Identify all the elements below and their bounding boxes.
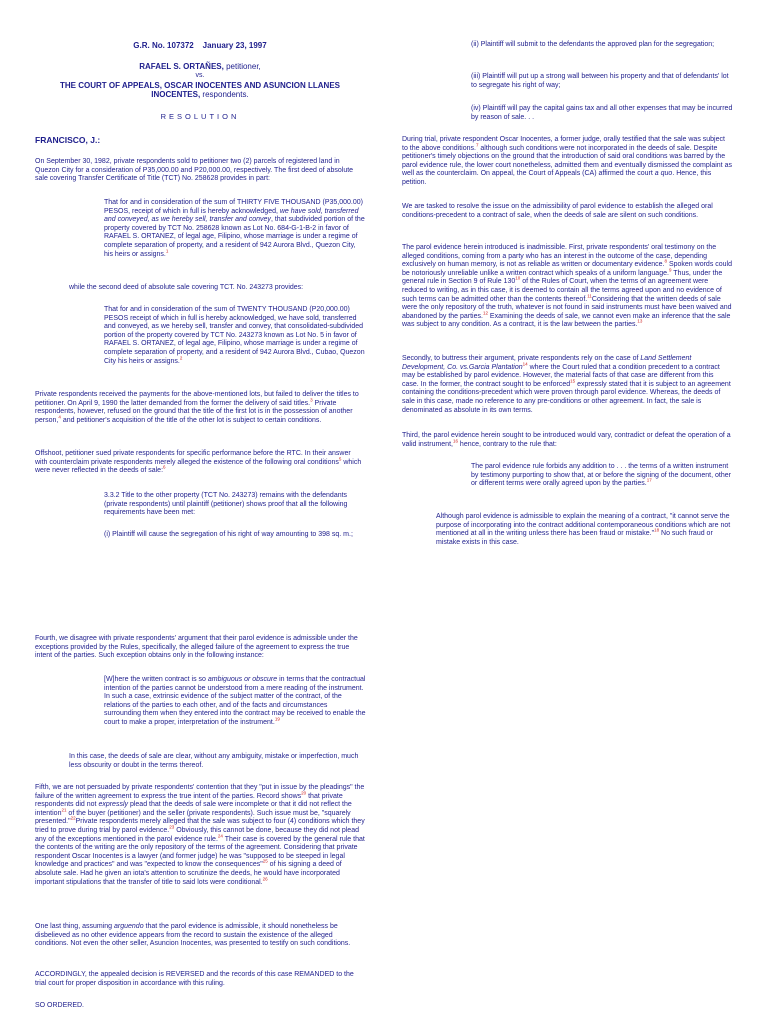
paragraph-inadmissible: [402, 244, 732, 330]
paragraph-payments: [35, 391, 365, 425]
paragraph-deeds-clear: In this case, the deeds of sale are clear, without any ambiguity, mistake or imperfection, much less obscurity or doubt in the terms thereof.: [69, 753, 359, 769]
text: that private respondents did not: [35, 792, 343, 809]
text: where the Court ruled that a condition precedent to a contract may be established by parol evidence. However, the material facts of that case are different from this case. In the former, the contract sought to be enforced: [402, 363, 720, 388]
text: . Hence, this petition.: [402, 170, 712, 186]
footnote-ref[interactable]: 17: [646, 477, 652, 483]
text: hence, contrary to the rule that:: [457, 440, 557, 448]
text: and petitioner's acquisition of the title of the other lot is subject to certain conditions.: [60, 416, 322, 424]
text: Private respondents, however, refused on the ground that the title of the first lot is in the possession of another person,: [35, 399, 353, 424]
quote-text: in terms that the contractual intention of the parties cannot be understood from a mere reading of the instrument. In such a case, extrinsic evidence of the subject matter of the contract, of the relations of the parties to each other, and of the facts and circumstances surrounding them when they entered into the contract may be received to enable the court to make a proper, interpretation of the instrument.: [104, 676, 366, 726]
quote-condition-iii: (iii) Plaintiff will put up a strong wall between his property and that of defendants' lot to segregate his right of way;: [471, 73, 729, 89]
paragraph-explain-meaning: [436, 513, 733, 547]
text: Fifth, we are not persuaded by private respondents' contention that they "put in issue by the pleadings" the failure of the written agreement to express the true intent of the parties. Record shows: [35, 784, 365, 800]
quote-second-deed: [104, 306, 366, 366]
footnote-ref[interactable]: 13: [637, 319, 643, 325]
resolution-heading: RESOLUTION: [160, 112, 240, 121]
quote-italic: we have sold, transferred and conveyed, as we hereby sell, transfer and convey: [104, 207, 359, 224]
text: of the Rules of Court, when the terms of an agreement were reduced to writing, as in this case, it is deemed to contain all the terms agreed upon and no evidence of such terms can be admitted other than the contents thereof.: [402, 278, 722, 303]
footnote-ref[interactable]: 9: [668, 267, 672, 273]
paragraph-trial: [402, 136, 732, 188]
text: Their case is covered by the general rule that the contents of the writing are the only repository of the terms of the agreement. Considering that private respondent Oscar Inocentes is a lawyer (and former judge) he was "supposed to be steeped in legal knowledge and practices" and was "expected to know the consequences": [35, 835, 365, 869]
respondents-line2: INOCENTES,: [151, 90, 201, 99]
footnote-ref[interactable]: 15: [570, 378, 576, 384]
quote-text: That for and in consideration of the sum of TWENTY THOUSAND (P20,000.00) PESOS receipt of which in full is hereby acknowledged, we have sold, transferred and conveyed, as we hereby sell, transfer and convey, that consolidated-subdivided portion of the property covered by TCT No. 243273 known as Lot No. 5 in favor of RAFAEL S. ORTANEZ, of legal age, Filipino, whose marriage is under a regime of complete separation of property, and a resident of 942 Aurora Blvd., Cubao, Quezon City his heirs or assigns.: [104, 306, 365, 365]
footnote-ref[interactable]: 14: [522, 361, 528, 367]
footnote-ref[interactable]: 26: [262, 876, 268, 882]
paragraph-arguendo: [35, 923, 365, 949]
text-italic: arguendo: [114, 923, 144, 930]
quote-parol-rule: [471, 463, 733, 489]
text: Offshoot, petitioner sued private respondents for specific performance before the RTC. In their answer with counterclaim private respondents merely alleged the existence of the following oral conditions: [35, 450, 351, 466]
footnote-ref[interactable]: 6: [163, 464, 166, 470]
text: Although parol evidence is admissible to explain the meaning of a contract, "it cannot serve the purpose of incorporating into the contract additional contemporaneous conditions which are not mentioned at all in the writing unless there has been fraud or mistake.": [436, 513, 731, 538]
quote-condition-iv: (iv) Plaintiff will pay the capital gains tax and all other expenses that may be incurred by reason of sale. . .: [471, 105, 733, 121]
footnote-ref[interactable]: 18: [654, 527, 660, 533]
text: Secondly, to buttress their argument, private respondents rely on the case of: [402, 355, 641, 362]
text: which were never reflected in the deeds of sale:: [35, 458, 362, 475]
paragraph-second-deed: while the second deed of absolute sale covering TCT. No. 243273 provides:: [69, 284, 304, 291]
quote-title-condition: 3.3.2 Title to the other property (TCT No. 243273) remains with the defendants (private respondents) until plaintiff (petitioner) shows proof that all the following requirements have been met:: [104, 492, 348, 517]
petitioner-name: RAFAEL S. ORTAÑES,: [139, 62, 224, 71]
paragraph-offshoot: [35, 450, 365, 476]
footnote-ref[interactable]: 22: [70, 816, 76, 822]
text: The parol evidence herein introduced is inadmissible. First, private respondents' oral testimony on the alleged conditions, coming from a party who has an interest in the outcome of the case, depending exclusively on human memory, is not as reliable as written or documentary evidence.: [402, 244, 717, 269]
case-date: January 23, 1997: [202, 41, 267, 50]
footnote-ref[interactable]: 8: [664, 258, 668, 264]
quote-condition-ii: (ii) Plaintiff will submit to the defendants the approved plan for the segregation;: [471, 41, 715, 48]
text: Considering that the written deeds of sale were the only repository of the truth, whatever is not found in said instruments must have been waived and abandoned by the parties.: [402, 295, 732, 320]
paragraph-issue: We are tasked to resolve the issue on the admissibility of parol evidence to establish the alleged oral conditions-precedent to a contract of sale, when the deeds of sale are silent on such conditions.: [402, 203, 713, 219]
text: One last thing, assuming: [35, 923, 114, 930]
text-italic: a quo: [654, 170, 673, 178]
text: that the parol evidence is admissible, it should nonetheless be disbelieved as no other evidence appears from the record to sustain the existence of the alleged conditions. Not even the other seller, Asuncion Inocentes, was presented to testify on such conditions.: [35, 923, 351, 948]
quote-text: , that subdivided portion of the property covered by TCT No. 258628 known as Lot No. 684-G-1-B-2 in favor of RAFAEL S. ORTANEZ, of legal age, Filipino, whose marriage is under a regime of complete separation of property, and a resident of 942 Aurora Blvd., Quezon City, his heirs or assigns.: [104, 216, 365, 258]
footnote-ref[interactable]: 12: [482, 310, 488, 316]
petitioner-role: petitioner,: [223, 62, 261, 71]
text: of the buyer (petitioner) and the seller (private respondents). Such issue must be, "squarely presented.": [35, 809, 351, 826]
paragraph-secondly: [402, 355, 732, 415]
footnote-ref[interactable]: 11: [587, 293, 592, 299]
quote-text: [W]here the written contract is so: [104, 676, 208, 683]
footnote-ref[interactable]: 2: [179, 355, 183, 361]
text: Private respondents received the payments for the above-mentioned lots, but failed to deliver the titles to petitioner. On April 9, 1990 the latter demanded from the former the delivery of said titles.: [35, 391, 359, 407]
quote-first-deed: [104, 199, 366, 259]
text: Thus, under the general rule in Section 9 of Rule 130: [402, 269, 723, 286]
text: Third, the parol evidence herein sought to be introduced would vary, contradict or defeat the operation of a valid instrument,: [402, 432, 731, 448]
footnote-ref[interactable]: 10: [515, 276, 521, 282]
footnote-ref[interactable]: 7: [475, 142, 479, 148]
text: plead that the deeds of sale were incomplete or that it did not reflect the intention: [35, 801, 352, 817]
footnote-ref[interactable]: 19: [274, 716, 280, 722]
quote-italic: ambiguous or obscure: [207, 676, 278, 683]
footnote-ref[interactable]: 4: [58, 414, 61, 420]
text: Examining the deeds of sale, we cannot even make an inference that the sale was subject to any condition. As a contract, it is the law between the parties.: [402, 312, 731, 329]
text: Obviously, this cannot be done, because they did not plead any of the exceptions mentioned in the parol evidence rule.: [35, 826, 359, 843]
so-ordered: SO ORDERED.: [35, 1002, 85, 1009]
case-number: G.R. No. 107372: [133, 41, 194, 50]
footnote-ref[interactable]: 1: [165, 248, 169, 254]
quote-ambiguous: [104, 676, 366, 728]
case-header: [35, 41, 365, 50]
ponente: FRANCISCO, J.:: [35, 135, 101, 145]
respondents-block: [35, 81, 365, 99]
quote-condition-i: (i) Plaintiff will cause the segregation of his right of way amounting to 398 sq. m.;: [104, 531, 353, 538]
text: expressly stated that it is subject to an agreement containing the conditions-precedent which were proven through parol evidence. Whereas, the deeds of sale in this case, made no reference to any pre-conditions or other agreement. In fact, the sale is denominated as absolute in its own terms.: [402, 380, 731, 414]
footnote-ref[interactable]: 23: [169, 824, 175, 830]
respondents-line1: THE COURT OF APPEALS, OSCAR INOCENTES AND ASUNCION LLANES: [59, 81, 340, 90]
petitioner-line: [35, 62, 365, 71]
paragraph-third: [402, 432, 732, 449]
footnote-ref[interactable]: 25: [262, 859, 268, 865]
text: although such conditions were not incorporated in the deeds of sale. Despite petitioner's timely objections on the ground that the introduction of said oral conditions was barred by the parol evidence rule, the lower court nonetheless, admitted them and eventually dismissed the complaint as well as the counterclaim. On appeal, the Court of Appeals (CA) affirmed the court: [402, 144, 732, 178]
paragraph-accordingly: ACCORDINGLY, the appealed decision is REVERSED and the records of this case REMANDED to the trial court for proper disposition in accordance with this ruling.: [35, 971, 354, 987]
quote-text: That for and in consideration of the sum of THIRTY FIVE THOUSAND (P35,000.00) PESOS, receipt of which in full is hereby acknowledged,: [104, 199, 363, 215]
paragraph-fifth: [35, 784, 365, 887]
paragraph-fourth: Fourth, we disagree with private respondents' argument that their parol evidence is admissible under the exceptions provided by the Rules, specifically, the alleged failure of the agreement to express the true intent of the parties. Such exception obtains only in the following instance:: [35, 635, 358, 660]
versus: vs.: [195, 72, 205, 79]
footnote-ref[interactable]: 24: [217, 833, 223, 839]
case-citation: Land Settlement Development, Co. vs.Garcia Plantation: [402, 355, 692, 371]
respondents-role: respondents.: [200, 90, 249, 99]
text: Private respondents merely alleged that the sale was subject to four (4) conditions which they tried to prove during trial by parol evidence.: [35, 818, 365, 834]
text-italic: expressly: [98, 801, 129, 809]
footnote-ref[interactable]: 21: [61, 807, 67, 813]
paragraph-facts: On September 30, 1982, private respondents sold to petitioner two (2) parcels of registered land in Quezon City for a consideration of P35,000.00 and P20,000.00, respectively. The first deed of absolute sale covering Transfer Certificate of Title (TCT) No. 258628 provides in part:: [35, 158, 354, 183]
footnote-ref[interactable]: 16: [452, 438, 458, 444]
text: of his signing a deed of absolute sale. Had he given an iota's attention to scrutinize the deeds, he would have incorporated important stipulations that the transfer of title to said lots were conditional.: [35, 861, 342, 886]
text: Spoken words could be notoriously unreliable unlike a written contract which speaks of a uniform language.: [402, 261, 732, 277]
text: No such fraud or mistake exists in this case.: [436, 530, 713, 546]
footnote-ref[interactable]: 5: [338, 456, 342, 462]
footnote-ref[interactable]: 3: [310, 397, 313, 403]
footnote-ref[interactable]: 20: [301, 790, 307, 796]
text: During trial, private respondent Oscar Inocentes, a former judge, orally testified that the sale was subject to the above conditions.: [402, 136, 725, 152]
quote-text: The parol evidence rule forbids any addition to . . . the terms of a written instrument by testimony purporting to show that, at or before the signing of the document, other or different terms were orally agreed upon by the parties.: [471, 463, 731, 488]
